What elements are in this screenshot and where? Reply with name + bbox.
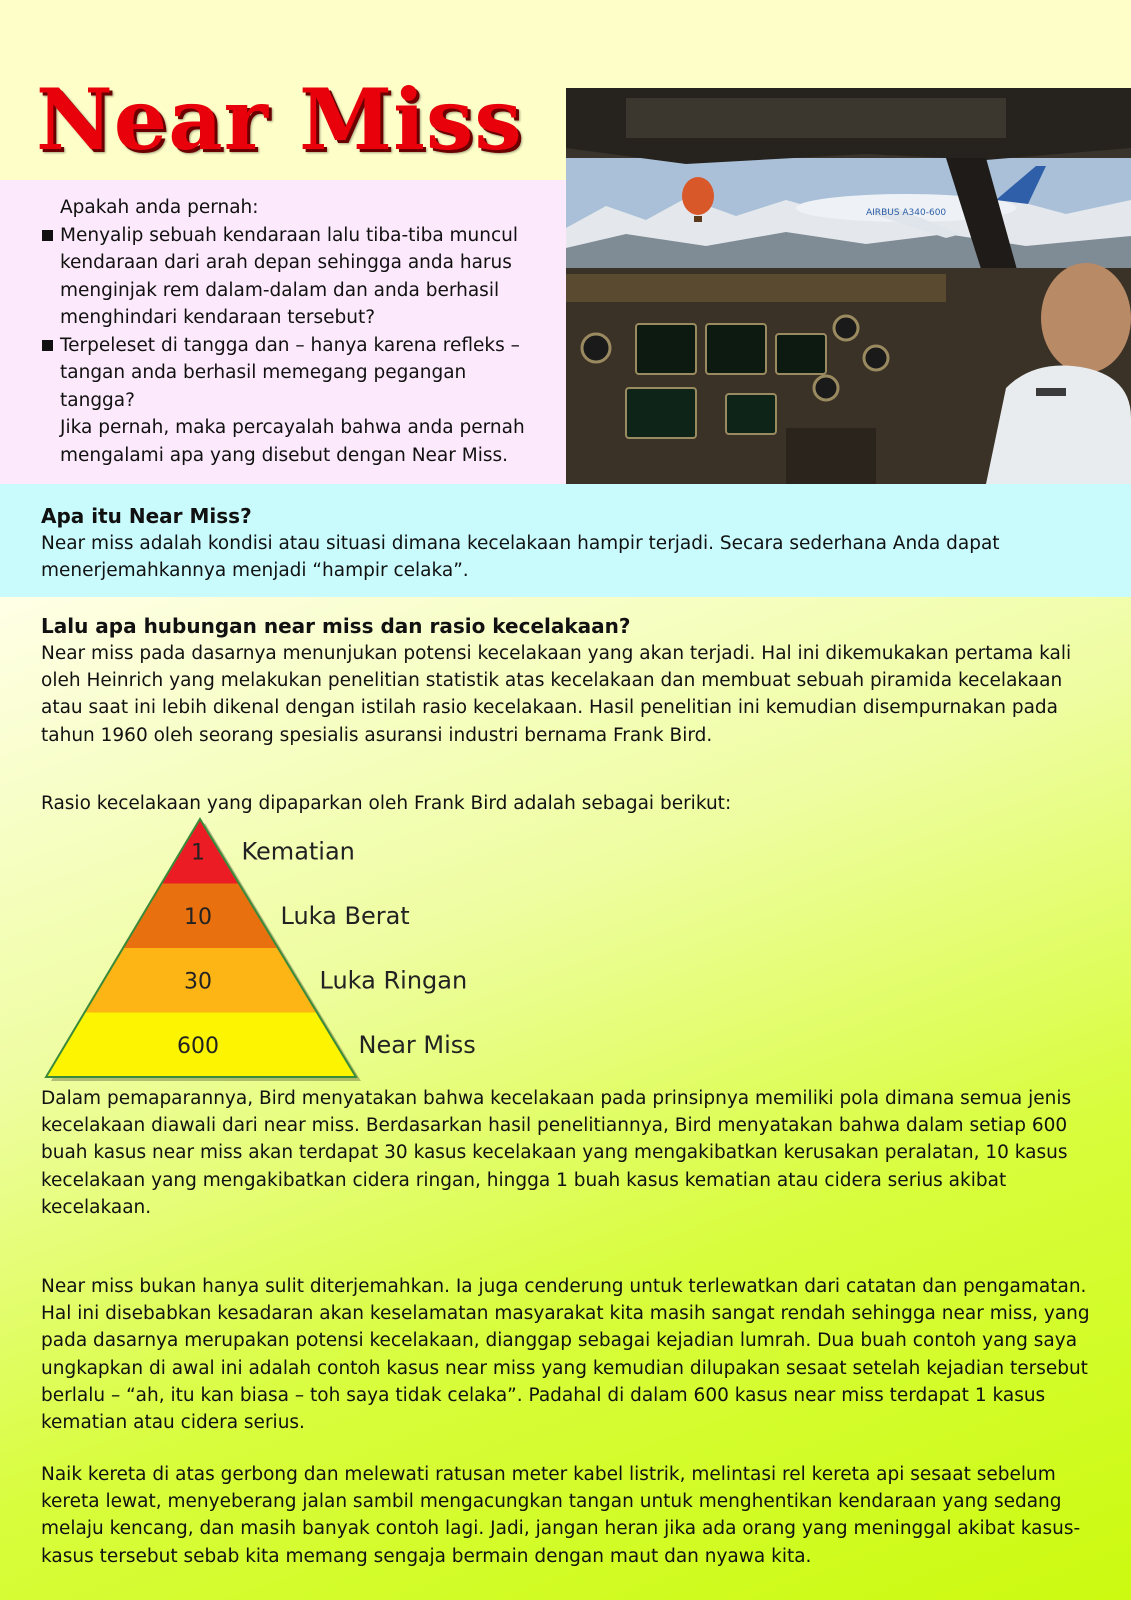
pyramid-value-label: 10 xyxy=(184,904,212,930)
display-screen xyxy=(636,324,696,374)
glareshield xyxy=(566,274,946,302)
airliner-livery-text: AIRBUS A340-600 xyxy=(866,208,947,218)
gauge-icon xyxy=(864,346,888,370)
paragraph-1: Near miss pada dasarnya menunjukan potensi kecelakaan yang akan terjadi. Hal ini dikemukakan pertama kali oleh Heinrich yang melakukan penelitian statistik atas kecelakaan dan membuat sebuah piramida kecelakaan atau saat ini lebih dikenal dengan istilah rasio kecelakaan. Hasil penelitian ini kemudian disempurnakan pada tahun 1960 oleh seorang spesialis asuransi industri bernama Frank Bird. xyxy=(41,643,1072,746)
pyramid-category-label: Luka Berat xyxy=(280,901,410,930)
hot-air-balloon-icon xyxy=(682,177,714,215)
gauge-icon xyxy=(814,376,838,400)
gauge-icon xyxy=(582,334,610,362)
intro-lead: Apakah anda pernah: xyxy=(60,197,259,218)
pyramid-value-label: 30 xyxy=(184,969,212,995)
cockpit-photo xyxy=(566,88,1131,484)
paragraph-4: Near miss bukan hanya sulit diterjemahkan. Ia juga cenderung untuk terlewatkan dari catatan dan pengamatan. Hal ini disebabkan kesadaran akan keselamatan masyarakat kita masih sangat rendah sehingga near miss, yang pada dasarnya merupakan potensi kecelakaan, dianggap sebagai kejadian lumrah. Dua buah contoh yang saya ungkapkan di awal ini adalah contoh kasus near miss yang kemudian dilupakan sesaat setelah kejadian tersebut berlalu – “ah, itu kan biasa – toh saya tidak celaka”. Padahal di dalam 600 kasus near miss terdapat 1 kasus kematian atau cidera serius. xyxy=(41,1276,1090,1434)
paragraph-2: Rasio kecelakaan yang dipaparkan oleh Frank Bird adalah sebagai berikut: xyxy=(41,793,732,814)
square-bullet-icon xyxy=(42,230,53,241)
main-section xyxy=(0,597,1131,1600)
intro-bullet-text: Terpeleset di tangga dan – hanya karena refleks – tangan anda berhasil memegang pegangan tangga? xyxy=(60,334,520,411)
intro-list xyxy=(40,222,536,415)
display-screen xyxy=(706,324,766,374)
paragraph-3: Dalam pemaparannya, Bird menyatakan bahwa kecelakaan pada prinsipnya memiliki pola dimana semua jenis kecelakaan diawali dari near miss. Berdasarkan hasil penelitiannya, Bird menyatakan bahwa dalam setiap 600 buah kasus near miss akan terdapat 30 kasus kecelakaan yang mengakibatkan kerusakan peralatan, 10 kasus kecelakaan yang mengakibatkan cidera ringan, hingga 1 buah kasus kematian atau cidera serius akibat kecelakaan. xyxy=(41,1088,1072,1218)
cockpit-illustration xyxy=(566,88,1131,484)
overhead-panel xyxy=(626,98,1006,138)
definition-heading: Apa itu Near Miss? xyxy=(41,504,252,528)
pyramid-category-label: Near Miss xyxy=(358,1030,476,1059)
definition-box xyxy=(0,484,1131,597)
square-bullet-icon xyxy=(42,340,53,351)
gauge-icon xyxy=(834,316,858,340)
pyramid-value-label: 600 xyxy=(177,1033,219,1059)
definition-text: Near miss adalah kondisi atau situasi dimana kecelakaan hampir terjadi. Secara sederhana Anda dapat menerjemahkannya menjadi “hampir celaka”. xyxy=(41,533,1000,581)
intro-bullet-text: Menyalip sebuah kendaraan lalu tiba-tiba muncul kendaraan dari arah depan sehingga anda harus menginjak rem dalam-dalam dan anda berhasil menghindari kendaraan tersebut? xyxy=(60,224,519,328)
intro-closing: Jika pernah, maka percayalah bahwa anda pernah mengalami apa yang disebut dengan Near Miss. xyxy=(60,417,525,466)
display-screen xyxy=(626,388,696,438)
list-item xyxy=(40,332,536,415)
paragraph-5: Naik kereta di atas gerbong dan melewati ratusan meter kabel listrik, melintasi rel kereta api sesaat sebelum kereta lewat, menyeberang jalan sambil mengacungkan tangan untuk menghentikan kendaraan yang sedang melaju kencang, dan masih banyak contoh lagi. Jadi, jangan heran jika ada orang yang meninggal akibat kasus-kasus tersebut sebab kita memang sengaja bermain dengan maut dan nyawa kita. xyxy=(41,1464,1081,1567)
intro-box xyxy=(0,180,566,484)
pyramid-category-label: Kematian xyxy=(241,837,355,866)
balloon-basket xyxy=(694,216,702,222)
section-heading: Lalu apa hubungan near miss dan rasio kecelakaan? xyxy=(41,614,631,638)
page-title: Near Miss xyxy=(36,70,523,169)
accident-ratio-pyramid xyxy=(0,597,1131,1097)
pyramid-value-label: 1 xyxy=(191,840,205,866)
throttle-quadrant xyxy=(786,428,876,484)
list-item xyxy=(40,222,536,332)
pyramid-category-label: Luka Ringan xyxy=(319,966,468,995)
display-screen xyxy=(776,334,826,374)
display-screen xyxy=(726,394,776,434)
